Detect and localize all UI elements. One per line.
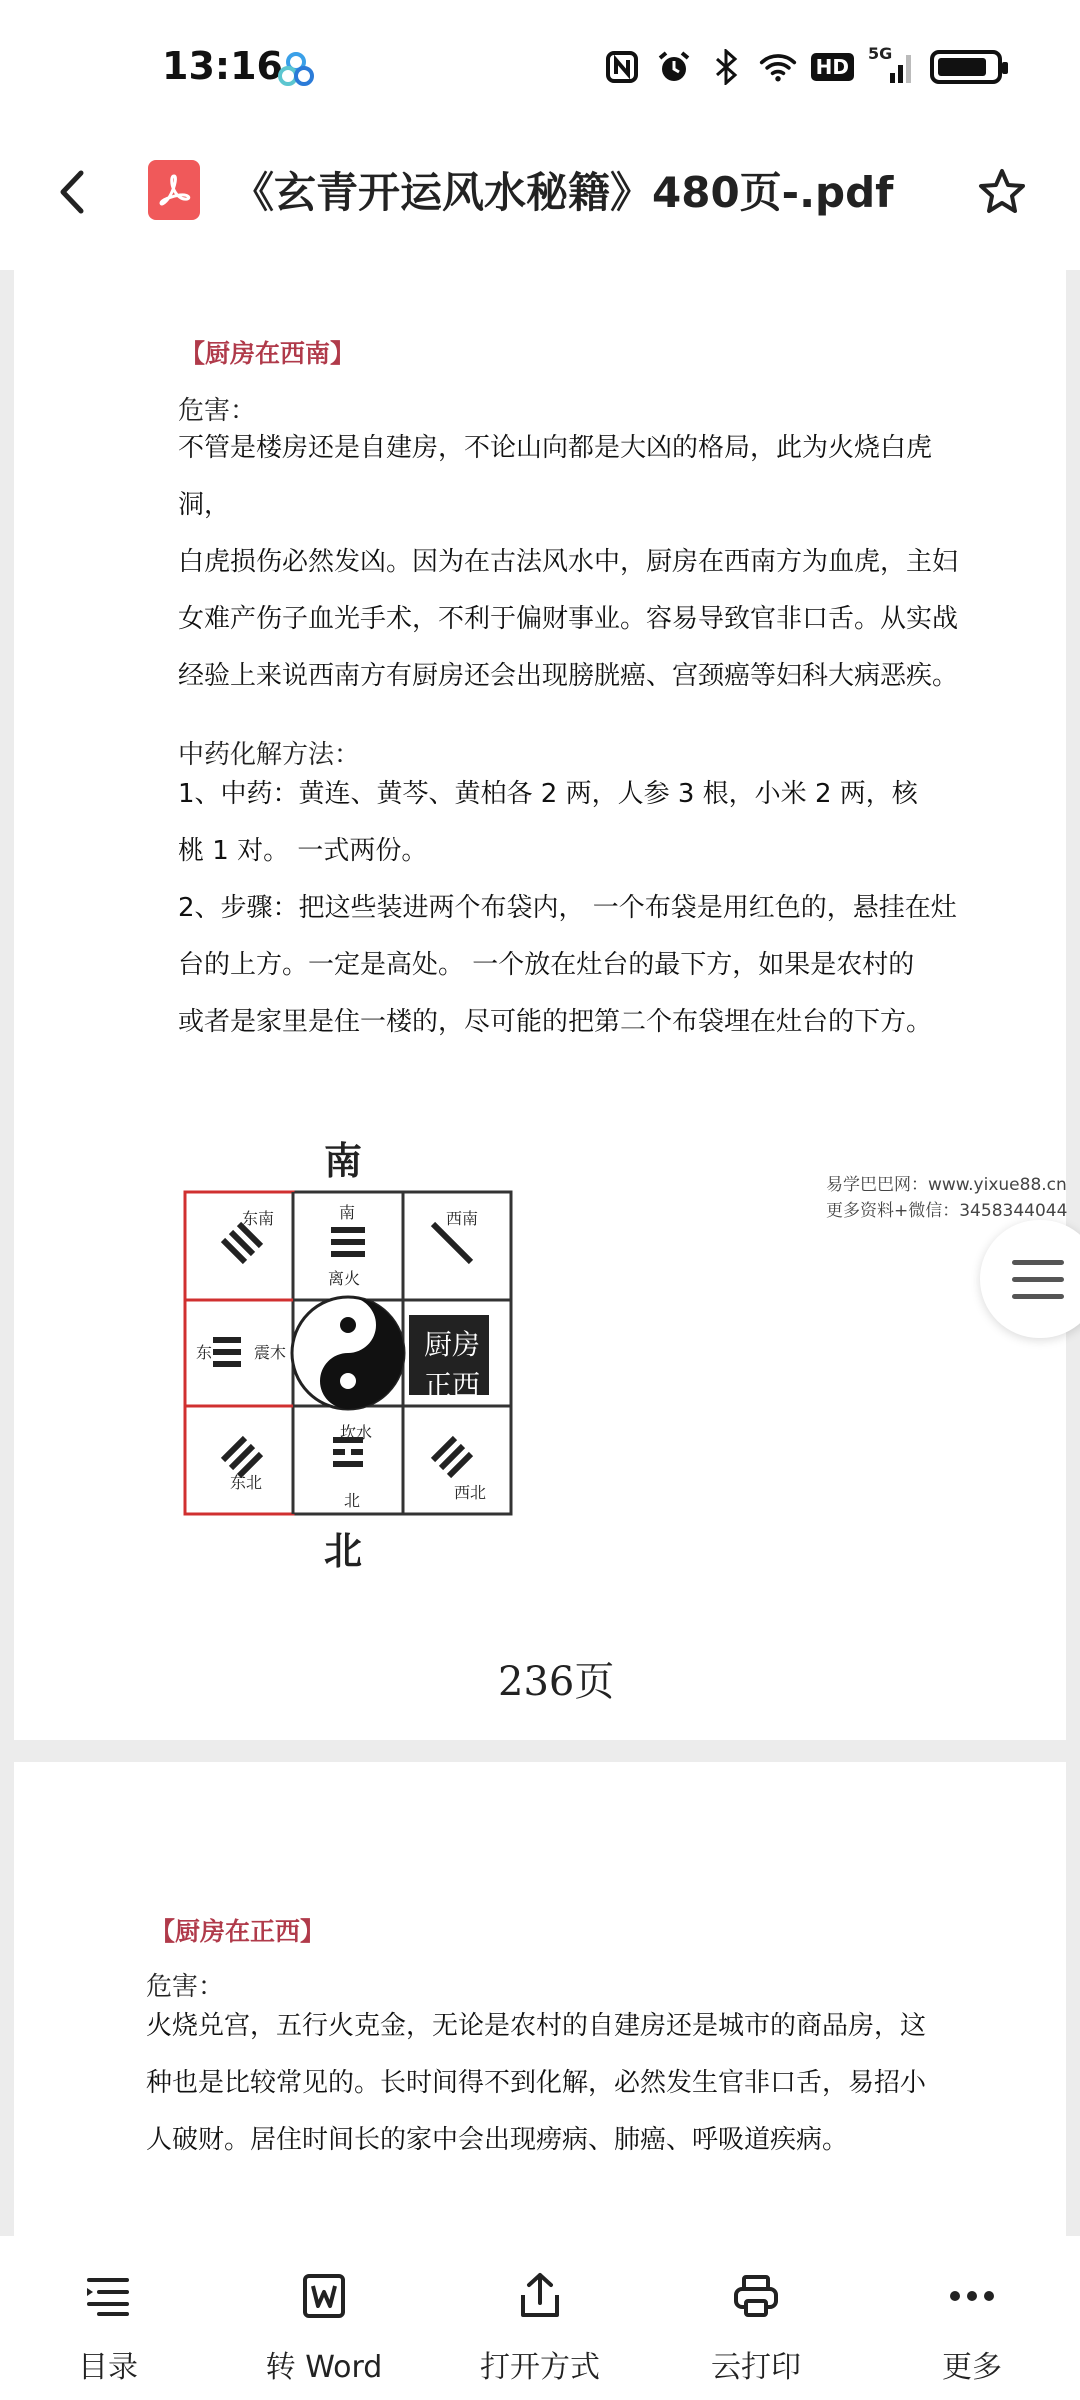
more-icon: [946, 2270, 998, 2322]
watermark-line: 更多资料+微信：3458344044: [826, 1201, 1068, 1221]
text-line: 或者是家里是住一楼的，尽可能的把第二个布袋埋在灶台的下方。: [178, 1007, 933, 1037]
harm-label: 危害：: [178, 396, 257, 426]
bagua-cell-label: 东: [196, 1343, 213, 1362]
direction-north-label: 北: [324, 1529, 363, 1573]
pdf-page[interactable]: [14, 1762, 1066, 2262]
text-line: 火烧兑宫，五行火克金，无论是农村的自建房还是城市的商品房，这: [146, 2011, 927, 2041]
text-line: 桃 1 对。 一式两份。: [178, 836, 428, 866]
harm-label: 危害：: [146, 1972, 225, 2002]
bagua-cell-label: 东北: [230, 1473, 263, 1492]
more-button[interactable]: [892, 2236, 1052, 2400]
text-line: 2、步骤：把这些装进两个布袋内， 一个布袋是用红色的，悬挂在灶: [178, 893, 957, 923]
text-line: 1、中药：黄连、黄芩、黄柏各 2 两，人参 3 根，小米 2 两，核: [178, 779, 918, 809]
text-line: 种也是比较常见的。长时间得不到化解，必然发生官非口舌，易招小: [146, 2068, 927, 2098]
bagua-cell-label: 震木: [254, 1343, 287, 1362]
toolbar-label: 云打印: [711, 2350, 801, 2385]
nfc-icon: [603, 48, 641, 86]
cloud-print-button[interactable]: [676, 2236, 836, 2400]
toc-button[interactable]: [28, 2236, 188, 2400]
bagua-cell-label: 坎水: [340, 1423, 373, 1442]
bagua-cell-label: 西北: [454, 1483, 487, 1502]
bluetooth-icon: [707, 48, 745, 86]
pdf-file-icon: [148, 160, 200, 220]
watermark-line: 易学巴巴网：www.yixue88.cn: [826, 1175, 1067, 1195]
bagua-cell-label: 离火: [328, 1269, 361, 1288]
bagua-cell-label: 北: [344, 1491, 361, 1510]
text-line: 经验上来说西南方有厨房还会出现膀胱癌、宫颈癌等妇科大病恶疾。: [178, 661, 959, 691]
app-notification-icon: [276, 50, 316, 90]
status-time: 13:16: [162, 44, 283, 88]
toolbar-label: 转 Word: [265, 2350, 383, 2385]
bagua-cell-label: 西南: [446, 1209, 479, 1228]
share-icon: [514, 2270, 566, 2322]
app-bar: [0, 130, 1080, 270]
text-line: 女难产伤子血光手术，不利于偏财事业。容易导致官非口舌。从实战: [178, 604, 959, 634]
pdf-page[interactable]: [14, 270, 1066, 1740]
kitchen-label: 厨房: [424, 1328, 481, 1361]
watermark: [826, 1172, 1067, 1224]
text-line: 白虎损伤必然发凶。因为在古法风水中，厨房在西南方为血虎，主妇: [178, 547, 959, 577]
alarm-icon: [655, 48, 693, 86]
to-word-button[interactable]: [244, 2236, 404, 2400]
bottom-toolbar: [0, 2236, 1080, 2400]
hd-badge: HD: [811, 53, 854, 81]
star-icon: [977, 167, 1027, 217]
chevron-left-icon: [55, 169, 89, 215]
menu-icon: [1012, 1260, 1064, 1311]
battery-icon: [930, 50, 1002, 84]
back-button[interactable]: [40, 160, 104, 224]
section-heading: 【厨房在西南】: [180, 339, 356, 368]
harm-paragraph: [146, 1998, 946, 2169]
text-line: 台的上方。一定是高处。 一个放在灶台的最下方，如果是农村的: [178, 950, 915, 980]
toolbar-label: 打开方式: [480, 2350, 600, 2385]
remedy-paragraph: [178, 766, 978, 1051]
toolbar-label: 更多: [942, 2350, 1002, 2385]
remedy-label: 中药化解方法：: [178, 740, 361, 770]
open-with-button[interactable]: [460, 2236, 620, 2400]
network-type-label: 5G: [868, 44, 893, 63]
section-heading: 【厨房在正西】: [150, 1917, 326, 1946]
bagua-cell-label: 南: [339, 1203, 356, 1222]
text-line: 不管是楼房还是自建房，不论山向都是大凶的格局，此为火烧白虎洞，: [178, 433, 933, 520]
direction-south-label: 南: [324, 1139, 363, 1183]
text-line: 人破财。居住时间长的家中会出现痨病、肺癌、呼吸道疾病。: [146, 2125, 849, 2155]
favorite-button[interactable]: [970, 160, 1034, 224]
document-title: 《玄青开运风水秘籍》480页-.pdf: [232, 168, 894, 217]
print-icon: [730, 2270, 782, 2322]
list-icon: [82, 2270, 134, 2322]
kitchen-direction-label: 正西: [424, 1369, 481, 1402]
page-number: 236页: [498, 1659, 615, 1705]
harm-paragraph: [178, 420, 978, 705]
status-bar: [0, 0, 1080, 130]
word-icon: [298, 2270, 350, 2322]
toolbar-label: 目录: [78, 2350, 138, 2385]
wifi-icon: [759, 48, 797, 86]
signal-icon: [868, 44, 916, 86]
bagua-cell-label: 东南: [242, 1209, 275, 1228]
